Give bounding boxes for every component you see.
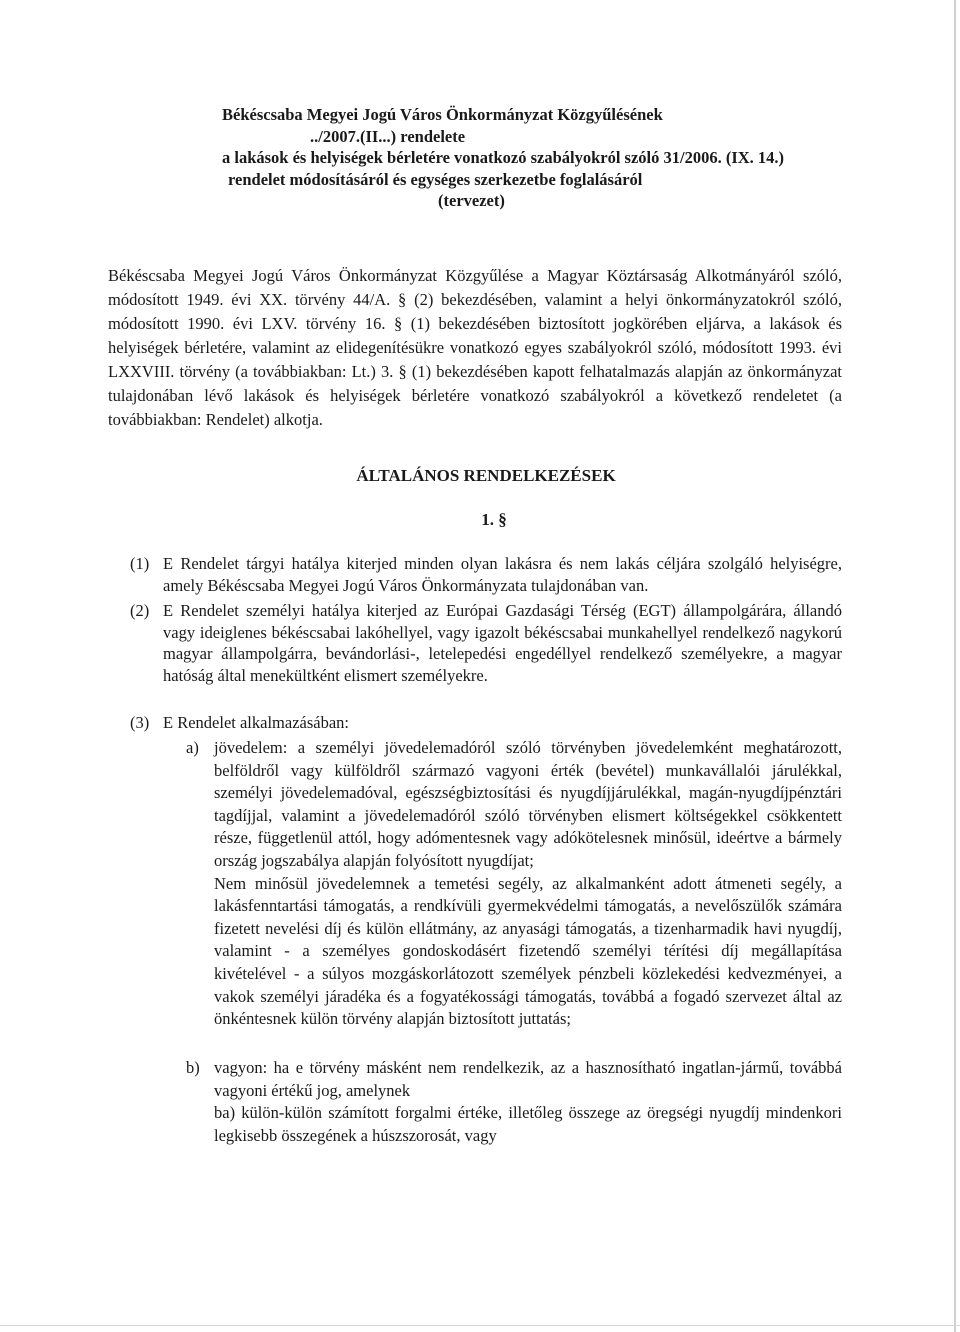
preamble-paragraph: Békéscsaba Megyei Jogú Város Önkormányzat Közgyűlése a Magyar Köztársaság Alkotmányáról szóló, módosított 1949. évi XX. törvény 44/A. § (2) bekezdésében, valamint a helyi önkormányzatokról szóló, módosított 1990. évi LXV. törvény 16. § (1) bekezdésében biztosított jogkörében eljárva, a lakások és helyiségek bérletére, valamint az elidegenítésükre vonatkozó egyes szabályokról szóló, módosított 1993. évi LXXVIII. törvény (a továbbiakban: Lt.) 3. § (1) bekezdésében kapott felhatalmazás alapján az önkormányzat tulajdonában lévő lakások és helyiségek bérletére vonatkozó szabályokról a következő rendeletet (a továbbiakban: Rendelet) alkotja.	[108, 266, 842, 429]
provision-text: E Rendelet tárgyi hatálya kiterjed minden olyan lakásra és nem lakás céljára szolgáló helyiségre, amely Békéscsaba Megyei Jogú Város Önkormányzata tulajdonában van.	[163, 554, 842, 595]
definition-subpoint-ba: ba) külön-külön számított forgalmi értéke, illetőleg összege az öregségi nyugdíj mindenkori legkisebb összegének a húszszorosát, vagy	[214, 1103, 842, 1145]
provision-item	[130, 600, 842, 686]
scan-edge-bottom	[0, 1325, 960, 1326]
definition-label: b)	[186, 1058, 200, 1077]
title-line-5: (tervezet)	[438, 191, 505, 210]
title-line-3: a lakások és helyiségek bérletére vonatkozó szabályokról szóló 31/2006. (IX. 14.)	[222, 148, 785, 167]
provision-text: E Rendelet személyi hatálya kiterjed az Európai Gazdasági Térség (EGT) állampolgárára, állandó vagy ideiglenes békéscsabai lakóhellyel, vagy igazolt békéscsabai munkahellyel rendelkező nagykorú magyar állampolgárra, bevándorlási-, letelepedési engedéllyel rendelkező személyekre, a magyar hatóság által menekültként elismert személyekre.	[163, 601, 842, 685]
provision-number: (3)	[130, 713, 150, 732]
provision-text: E Rendelet alkalmazásában:	[163, 713, 349, 732]
provision-item	[130, 553, 842, 596]
definition-text: jövedelem: a személyi jövedelemadóról szóló törvényben jövedelemként meghatározott, belföldről vagy külföldről származó vagyoni érték (bevétel) munkavállalói járulékkal, személyi jövedelemadóval, egészségbiztosítási és nyugdíjjárulékkal, magán-nyugdíjpénztári tagdíjjal, valamint a jövedelemadóról szóló törvényben elismert költségekkel csökkentett része, függetlenül attól, hogy adómentesnek vagy adókötelesnek minősül, ideértve a bármely ország jogszabálya alapján folyósított nyugdíjat;	[214, 738, 842, 870]
definition-item-a	[186, 737, 842, 1031]
definition-item-b	[186, 1057, 842, 1147]
scan-edge-right	[954, 0, 956, 1332]
definition-text: vagyon: ha e törvény másként nem rendelkezik, az a hasznosítható ingatlan-jármű, továbbá vagyoni értékű jog, amelynek	[214, 1058, 842, 1100]
title-line-4: rendelet módosításáról és egységes szerkezetbe foglalásáról	[228, 169, 643, 189]
provision-number: (2)	[130, 601, 150, 620]
definition-text-exclusions: Nem minősül jövedelemnek a temetési segély, az alkalmanként adott átmeneti segély, a lakásfenntartási támogatás, a rendkívüli gyermekvédelmi támogatás, a nevelőszülők számára fizetett nevelési díj és külön ellátmány, az anyasági támogatás, a tizenharmadik havi nyugdíj, valamint - a személyes gondoskodásért fizetendő személyi térítési díj megállapítása kivételével - a súlyos mozgáskorlátozott személyek pénzbeli közlekedési kedvezményei, a vakok személyi járadéka és a fogyatékossági támogatás, továbbá a fogadó szervezet által az önkéntesnek külön törvény alapján biztosított juttatás;	[214, 873, 842, 1029]
definition-label: a)	[186, 738, 199, 757]
document-title	[222, 104, 785, 212]
title-line-1: Békéscsaba Megyei Jogú Város Önkormányzat Közgyűlésének	[222, 105, 663, 124]
section-heading: ÁLTALÁNOS RENDELKEZÉSEK	[356, 466, 616, 485]
provision-number: (1)	[130, 554, 150, 573]
paragraph-heading: 1. §	[481, 510, 507, 529]
title-line-2: ../2007.(II...) rendelete	[310, 126, 466, 146]
provision-item	[130, 712, 842, 734]
